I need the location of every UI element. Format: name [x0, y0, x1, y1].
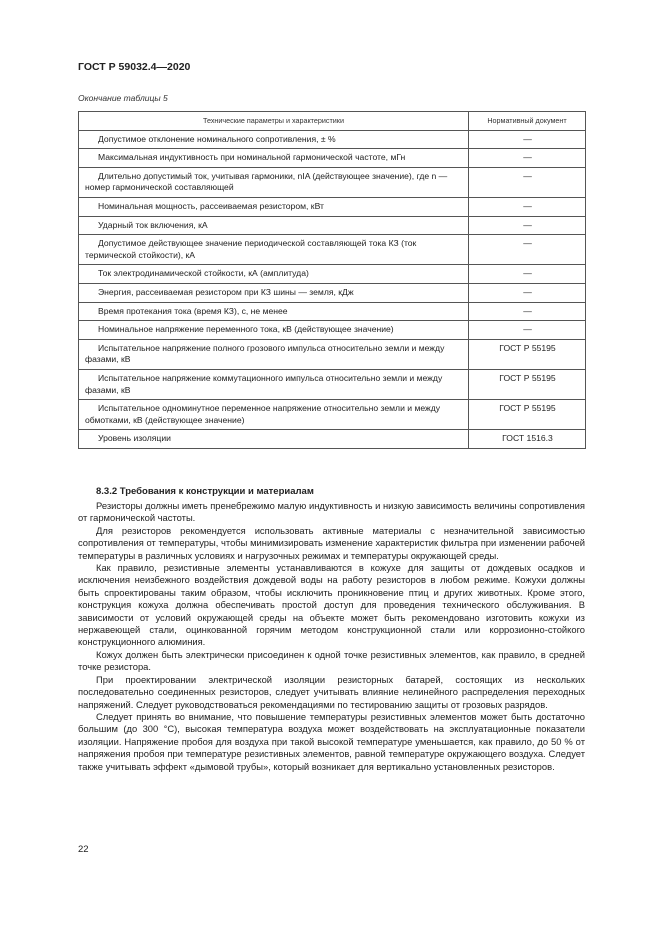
table-row: [79, 265, 586, 284]
parameter-cell: Максимальная индуктивность при номинальной гармонической частоте, мГн: [79, 149, 469, 168]
page-number: 22: [78, 844, 89, 855]
table-row: [79, 130, 586, 149]
document-cell: ГОСТ Р 55195: [469, 369, 586, 399]
table-row: [79, 216, 586, 235]
document-cell: —: [469, 197, 586, 216]
table-row: [79, 321, 586, 340]
table-row: [79, 235, 586, 265]
parameter-cell: Номинальная мощность, рассеиваемая резистором, кВт: [79, 197, 469, 216]
section-body: [78, 500, 585, 773]
specifications-table: [78, 111, 586, 449]
body-paragraph: Как правило, резистивные элементы устанавливаются в кожухе для защиты от дождевых осадков и исключения неизбежного воздействия дождевой воды на работу резисторов в любом режиме. Кожухи должны быть спроектированы таким образом, чтобы исключить проникновение птиц и других животных. Кроме этого, конструкция кожуха должна обеспечивать простой доступ для проведения технического обслуживания. В зависимости от условий окружающей среды на объекте может быть рекомендовано изготовить кожухи из нержавеющей стали, оцинкованной горячим методом конструкционной стали или коррозионно-стойкого конструкционного алюминия.: [78, 562, 585, 648]
parameter-cell: Допустимое действующее значение периодической составляющей тока КЗ (ток термической стойкости), кА: [79, 235, 469, 265]
document-cell: —: [469, 283, 586, 302]
parameter-cell: Уровень изоляции: [79, 430, 469, 449]
document-cell: ГОСТ Р 55195: [469, 400, 586, 430]
parameter-cell: Ток электродинамической стойкости, кА (амплитуда): [79, 265, 469, 284]
table-row: [79, 400, 586, 430]
table-row: [79, 149, 586, 168]
table-row: [79, 430, 586, 449]
parameter-cell: Время протекания тока (время КЗ), с, не менее: [79, 302, 469, 321]
document-cell: —: [469, 216, 586, 235]
table-row: [79, 369, 586, 399]
parameter-cell: Номинальное напряжение переменного тока, кВ (действующее значение): [79, 321, 469, 340]
table-row: [79, 302, 586, 321]
body-paragraph: Для резисторов рекомендуется использовать активные материалы с незначительной зависимостью сопротивления от температуры, чтобы минимизировать изменение характеристик фильтра при изменении рабочей температуры в различных условиях и нагрузочных режимах и температуры окружающей среды.: [78, 524, 585, 561]
parameter-cell: Ударный ток включения, кА: [79, 216, 469, 235]
parameter-cell: Испытательное одноминутное переменное напряжение относительно земли и между обмотками, кВ (действующее значение): [79, 400, 469, 430]
document-cell: —: [469, 235, 586, 265]
table-row: [79, 167, 586, 197]
document-cell: —: [469, 167, 586, 197]
table-row: [79, 283, 586, 302]
document-cell: —: [469, 149, 586, 168]
table-row: [79, 197, 586, 216]
document-cell: —: [469, 130, 586, 149]
document-cell: —: [469, 302, 586, 321]
column-header-normative-document: Нормативный документ: [469, 112, 586, 131]
section-heading: 8.3.2 Требования к конструкции и материалам: [96, 486, 314, 497]
document-cell: —: [469, 265, 586, 284]
parameter-cell: Энергия, рассеиваемая резистором при КЗ шины — земля, кДж: [79, 283, 469, 302]
table-header-row: [79, 112, 586, 131]
body-paragraph: Кожух должен быть электрически присоединен к одной точке резистивных элементов, как правило, в средней точке резистора.: [78, 648, 585, 673]
parameter-cell: Испытательное напряжение коммутационного импульса относительно земли и между фазами, кВ: [79, 369, 469, 399]
column-header-parameters: Технические параметры и характеристики: [79, 112, 469, 131]
parameter-cell: Испытательное напряжение полного грозового импульса относительно земли и между фазами, кВ: [79, 339, 469, 369]
document-cell: ГОСТ 1516.3: [469, 430, 586, 449]
document-cell: —: [469, 321, 586, 340]
table-row: [79, 339, 586, 369]
parameter-cell: Допустимое отклонение номинального сопротивления, ± %: [79, 130, 469, 149]
body-paragraph: При проектировании электрической изоляции резисторных батарей, состоящих из нескольких последовательно соединенных резисторов, следует учитывать влияние нелинейного распределения переходных напряжений. Следует руководствоваться рекомендациями по тестированию защиты от грозовых разрядов.: [78, 673, 585, 710]
table-caption: Окончание таблицы 5: [78, 93, 168, 103]
parameter-cell: Длительно допустимый ток, учитывая гармоники, nIA (действующее значение), где n — номер гармонической составляющей: [79, 167, 469, 197]
body-paragraph: Следует принять во внимание, что повышение температуры резистивных элементов может быть достаточно большим (до 300 °С), высокая температура воздуха может воздействовать на эксплуатационные показатели изоляции. Напряжение пробоя для воздуха при такой высокой температуре уменьшается, как правило, до 50 % от напряжения пробоя при температуре резистивных элементов, равной температуре окружающего воздуха. Следует также учитывать эффект «дымовой трубы», который возникает для вертикально установленных резисторов.: [78, 710, 585, 772]
body-paragraph: Резисторы должны иметь пренебрежимо малую индуктивность и низкую зависимость величины сопротивления от гармонической частоты.: [78, 500, 585, 524]
document-header-title: ГОСТ Р 59032.4—2020: [78, 61, 191, 73]
document-cell: ГОСТ Р 55195: [469, 339, 586, 369]
